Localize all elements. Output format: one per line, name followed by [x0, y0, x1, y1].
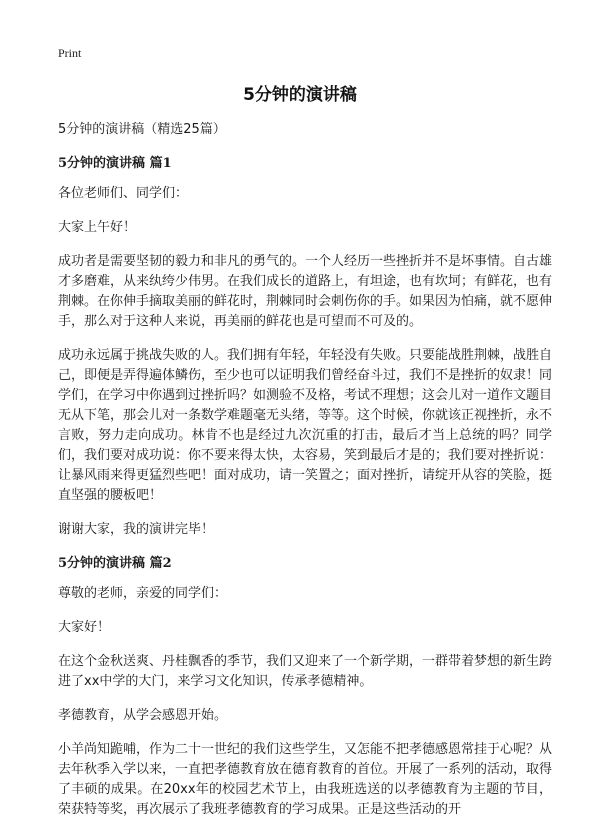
- document-subtitle: 5分钟的演讲稿（精选25篇）: [58, 122, 226, 137]
- document-title: 5分钟的演讲稿: [243, 85, 357, 105]
- paragraph: 成功永远属于挑战失败的人。我们拥有年轻，年轻没有失败。只要能战胜荆棘，战胜自己，即便是弄得遍体鳞伤，至少也可以证明我们曾经奋斗过，我们不是挫折的奴隶！同学们，在学习中你遇到过挫折吗？如测验不及格，考试不理想；这会儿对一道作文题目无从下笔，那会儿对一条数学难题毫无头绪，等等。这个时候，你就该正视挫折，永不言败，努力走向成功。林肯不也是经过九次沉重的打击，最后才当上总统的吗？同学们，我们要对成功说：你不要来得太快，太容易，笑到最后才是的；我们要对挫折说：让暴风雨来得更猛烈些吧！面对成功，请一笑置之；面对挫折，请绽开从容的笑脸，挺直坚强的腰板吧！: [58, 348, 553, 503]
- print-label: Print: [58, 46, 82, 60]
- section-heading: 5分钟的演讲稿 篇2: [58, 556, 172, 571]
- section-2: [58, 554, 552, 820]
- paragraph: 大家好！: [58, 620, 111, 635]
- paragraph: 孝德教育，从学会感恩开始。: [58, 708, 228, 723]
- section-1: [58, 154, 552, 540]
- document-body: [58, 120, 552, 834]
- paragraph: 谢谢大家，我的演讲完毕！: [58, 522, 215, 537]
- paragraph: 各位老师们、同学们：: [58, 186, 189, 201]
- section-heading: 5分钟的演讲稿 篇1: [58, 156, 172, 171]
- paragraph: 小羊尚知跪哺，作为二十一世纪的我们这些学生，又怎能不把孝德感恩常挂于心呢？从去年秋季入学以来，一直把孝德教育放在德育教育的首位。开展了一系列的活动，取得了丰硕的成果。在20xx年的校园艺术节上，由我班选送的以孝德教育为主题的节目，荣获特等奖，再次展示了我班孝德教育的学习成果。正是这些活动的开: [58, 742, 553, 817]
- paragraph: 成功者是需要坚韧的毅力和非凡的勇气的。一个人经历一些挫折并不是坏事情。自古雄才多磨难，从来纨绔少伟男。在我们成长的道路上，有坦途，也有坎坷；有鲜花，也有荆棘。在你伸手摘取美丽的鲜花时，荆棘同时会刺伤你的手。如果因为怕痛，就不愿伸手，那么对于这种人来说，再美丽的鲜花也是可望而不可及的。: [58, 254, 553, 329]
- paragraph: 在这个金秋送爽、丹桂飘香的季节，我们又迎来了一个新学期，一群带着梦想的新生跨进了xx中学的大门，来学习文化知识，传承孝德精神。: [58, 654, 553, 689]
- paragraph: 大家上午好！: [58, 220, 137, 235]
- paragraph: 尊敬的老师，亲爱的同学们：: [58, 586, 228, 601]
